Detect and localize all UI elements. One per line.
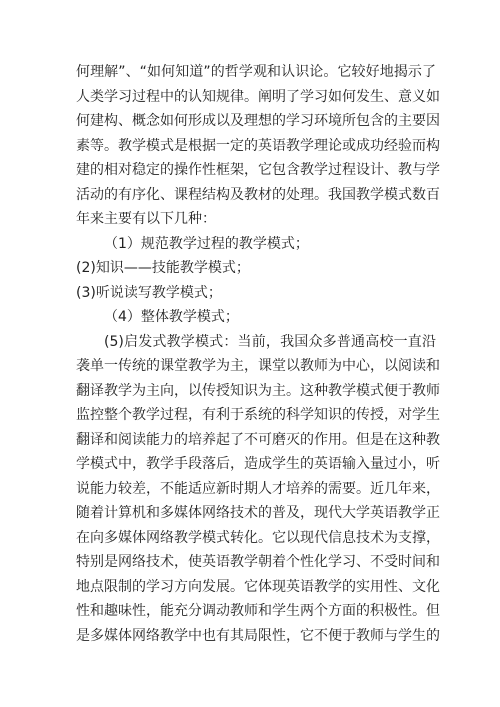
text-line: 随着计算机和多媒体网络技术的普及，现代大学英语教学正 <box>76 505 440 521</box>
text-line: 性和趣味性，能充分调动教师和学生两个方面的积极性。但 <box>76 603 440 619</box>
paragraph-2 <box>76 330 440 649</box>
text-line: (5)启发式教学模式：当前，我国众多普通高校一直沿 <box>104 333 436 350</box>
body-text <box>76 60 440 648</box>
list-item: （4）整体教学模式； <box>104 309 239 325</box>
text-line: 翻译教学为主向，以传授知识为主。这种教学模式便于教师 <box>76 382 440 399</box>
list-item: (2)知识——技能教学模式； <box>76 260 250 276</box>
text-line: 何理解”、“如何知道”的哲学观和认识论。它较好地揭示了 <box>76 64 436 80</box>
text-line: 建的相对稳定的操作性框架，它包含教学过程设计、教与学 <box>76 162 440 178</box>
text-line: 是多媒体网络教学中也有其局限性，它不便于教师与学生的 <box>76 627 440 644</box>
list-item: （1）规范教学过程的教学模式； <box>104 235 309 252</box>
text-line: 何建构、概念如何形成以及理想的学习环境所包含的主要因 <box>76 113 440 129</box>
text-line: 翻译和阅读能力的培养起了不可磨灭的作用。但是在这种教 <box>76 431 440 448</box>
text-line: 年来主要有以下几种： <box>76 211 216 227</box>
list-item: (3)听说读写教学模式； <box>76 284 222 301</box>
text-line: 人类学习过程中的认知规律。阐明了学习如何发生、意义如 <box>76 88 440 105</box>
text-line: 素等。教学模式是根据一定的英语教学理论或成功经验而构 <box>76 137 440 154</box>
text-line: 特别是网络技术，使英语教学朝着个性化学习、不受时间和 <box>76 554 440 570</box>
paragraph-1 <box>76 60 440 232</box>
text-line: 学模式中，教学手段落后，造成学生的英语输入量过小，听 <box>76 456 440 472</box>
list <box>76 232 436 330</box>
text-line: 地点限制的学习方向发展。它体现英语教学的实用性、文化 <box>76 578 440 595</box>
text-line: 在向多媒体网络教学模式转化。它以现代信息技术为支撑， <box>76 529 440 546</box>
text-line: 监控整个教学过程，有利于系统的科学知识的传授，对学生 <box>76 407 440 423</box>
text-line: 说能力较差，不能适应新时期人才培养的需要。近几年来， <box>76 480 440 497</box>
text-line: 活动的有序化、课程结构及教材的处理。我国教学模式数百 <box>76 186 440 203</box>
text-line: 袭单一传统的课堂教学为主，课堂以教师为中心，以阅读和 <box>76 358 440 374</box>
